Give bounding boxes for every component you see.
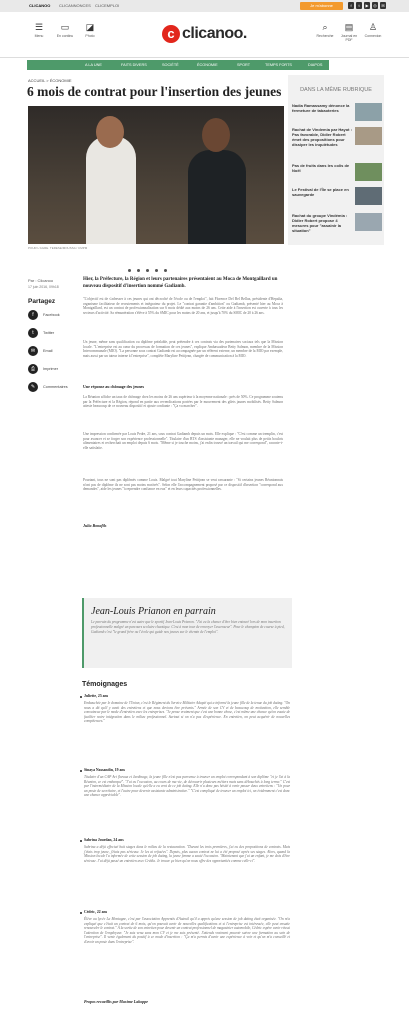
testimonial-text: Élève au lycée La Montagne, c'est par l'association Apprentis d'Auteuil qu'il a appris qu'une session de job dating était organisée. "On m'a expliqué que c'était un contrat de 6 mois, qu'on pouvait avoir de nouvelles qualifications et si l'entreprise est intéressée, elle peut ensuite renouveler le contrat." À la sortie de son entretien pour devenir un contrat professionnel de magasinier automobile, Cédric espère avoir réussi l'attention de l'employeur. "Je suis venu sans mon CV et je me suis présenté. J'attends vraiment pouvoir suivre une formation au sein de l'entreprise". Il vente également du positif à ce mode d'insertion : "Ça m'a permis d'avoir une expérience à voir et qu'on m'a conseillé et d'avoir un poste dans l'entreprise". (84, 917, 290, 944)
top-bar (0, 0, 409, 12)
sidebar-item-title: Rachat du groupe Vindémia : Didier Robert propose 4 mesures pour "assainir la situation" (292, 213, 348, 233)
sidebar-item[interactable] (292, 187, 382, 211)
sidebar-heading: DANS LA MÊME RUBRIQUE (300, 87, 372, 93)
sidebar-item-title: Nadia Ramassamy dénonce la fermeture de tabaoteries (292, 103, 350, 113)
share-heading: Partagez (28, 298, 56, 305)
testimonial-name: Sinaya Nassandin, 19 ans (84, 768, 125, 772)
share-twitter-button[interactable] (28, 328, 78, 338)
article-paragraph: Pourtant, tous ne sont pas diplômés comme Louis. Malgré tout Maryline Petitjean se veut rassurante : "Si certains jeunes Réunionnais n'ont pas de diplôme ils ne sont pas moins motivés". Selon elle l'accompagnement proposé par ce dispositif d'insertion "correspond aux demandes", aide les jeunes "à reprendre confiance en eux" et en leurs capacités professionnelles. (83, 478, 283, 492)
nav-item-diapos[interactable]: DIAPOS (308, 63, 323, 67)
photo-person-right-head (202, 118, 230, 152)
bullet-icon (80, 912, 82, 914)
article-lead: Hier, la Préfecture, la Région et leurs partenaires présentaient au Moca de Montgaillard un nouveau dispositif d'insertion nommé Gadiamb. (83, 277, 278, 289)
sidebar-item[interactable] (292, 127, 382, 151)
logo-mark: c (162, 25, 180, 43)
print-button[interactable] (28, 364, 78, 374)
nav-item-temps-forts[interactable]: TEMPS FORTS (265, 63, 292, 67)
nav-item-faits-divers[interactable]: FAITS DIVERS (121, 63, 147, 67)
photo-person-left-head (96, 116, 124, 148)
facebook-icon: f (28, 310, 38, 320)
login-button[interactable] (362, 22, 384, 38)
menu-icon: ☰ (34, 22, 44, 32)
article-paragraph: Un jeune, même sans qualification ou diplôme préalable, peut prétendre à ces contrats via des partenaires sociaux tels que la Mission locale. "L'entreprise est au cœur du processus de formation de ces jeunes", explique Ambassadeur Betty Salmon, membre de la Mission Intercommunale (MIO). "La personne sous contrat Gadiamb est accompagnée par un référent externe, un membre de la MIO par exemple, mais aussi par un tuteur interne à l'entreprise", complète Maryline Petitjean, chargée de communication à la MIO. (83, 340, 283, 358)
photo-icon: ◪ (85, 22, 95, 32)
main-nav (27, 60, 329, 70)
article-paragraph: "L'objectif est de s'adresser à ces jeunes qui ont décroché de l'école ou de l'emploi", fait Florence Del Bel Belluz, présidente d'Hepalia, organisme facilitateur de recrutements et intégrateur du projet. Le "contrat garantie d'ambition" ou Gadiamb, présenté hier au Moca à Montgaillard, est un contrat de professionnalisation sur 6 mois dédié aux moins de 26 ans. Cette aide à l'insertion est ouverte à tous les secteurs d'activité. Sa rémunération s'élève à 55% du SMIC pour les moins de 20 ans, et jusqu'à 70% du SMIC de 20 à 26 ans. (83, 297, 283, 315)
article-signature: Julia Bonafils (83, 523, 107, 528)
mail-icon: ✉ (28, 346, 38, 356)
live-button[interactable] (54, 22, 76, 38)
testimonial-name: Cédric, 22 ans (84, 910, 108, 914)
testimonial-name: Sabrina Jourdan, 24 ans (84, 838, 124, 842)
twitter-icon[interactable]: t (356, 2, 362, 9)
pdf-journal-label: Journal en PDF (340, 34, 358, 42)
share-label: Imprimer (43, 367, 58, 371)
site-link-clicemploi[interactable]: CLICEMPLOI (95, 3, 120, 8)
photo-person-right (188, 150, 246, 244)
nav-item-une[interactable]: A LA UNE (85, 63, 102, 67)
newspaper-icon: ▤ (344, 22, 354, 32)
testimonials-heading: Témoignages (82, 681, 128, 688)
subscribe-button[interactable]: Je m'abonne (300, 2, 343, 10)
mail-icon[interactable]: ✉ (381, 3, 385, 8)
article-subheading: Une réponse au chômage des jeunes (83, 384, 144, 389)
site-link-clicanoo[interactable]: CLICANOO (29, 3, 51, 8)
share-label: Twitter (43, 331, 55, 335)
site-header (0, 12, 409, 58)
photo-credit: POUR L'AGRE. TERESE/MOUSSA / CMPM (28, 246, 88, 250)
bullet-icon (80, 840, 82, 842)
menu-button[interactable] (28, 22, 50, 38)
testimonial-name: Juliette, 25 ans (84, 694, 109, 698)
carousel-dots[interactable] (128, 259, 173, 277)
sidebar-thumbnail (355, 127, 382, 145)
share-label: Commentaires (43, 385, 68, 389)
search-label: Recherche (316, 34, 334, 38)
article-title: 6 mois de contrat pour l'insertion des jeunes (27, 84, 282, 99)
article-paragraph: La Réunion affiche un taux de chômage chez les moins de 26 ans supérieur à la moyenne nationale : près de 50%. Ce programme soutenu par la Préfecture et la Région, répond en partie aux revendications portées par le mouvement des gilets jaunes mobilisés. Betty Salmon atteste beaucoup de ce nouveau dispositif et ajoute confiante : "Ça va marcher". (83, 395, 283, 409)
sponsor-box-title: Jean-Louis Prianon en parrain (91, 606, 216, 617)
sidebar-thumbnail (355, 163, 382, 181)
comments-button[interactable] (28, 382, 78, 392)
sponsor-box-text: Le parrain du programme n'est autre que le sportif Jean-Louis Prianon. "J'ai eu la chance d'être bien entouré lors de mon insertion professionnelle malgré un parcours scolaire chaotique. C'est à mon tour de renvoyer l'ascenseur". Pour le champion de course à pied, Gadiamb c'est "le grand frère ou l'école qui guide nos jeunes sur le chemin de l'emploi". (91, 620, 285, 634)
live-label: En continu (56, 34, 74, 38)
facebook-icon[interactable]: f (348, 2, 354, 9)
carousel-dot[interactable] (128, 269, 131, 272)
article-author[interactable]: Par : Clicanoo (28, 278, 54, 283)
login-label: Connexion (364, 34, 382, 38)
menu-label: Menu (34, 34, 44, 38)
logo-wordmark: clicanoo. (182, 25, 247, 42)
carousel-dot[interactable] (155, 269, 158, 272)
user-icon: ♙ (368, 22, 378, 32)
clicanoo-logo[interactable] (162, 23, 248, 47)
sidebar-thumbnail (355, 213, 382, 231)
sidebar-item[interactable] (292, 163, 382, 187)
share-email-button[interactable] (28, 346, 78, 356)
carousel-dot[interactable] (137, 269, 140, 272)
sidebar-thumbnail (355, 103, 382, 121)
breadcrumb[interactable]: ACCUEIL > ÉCONOMIE (28, 78, 72, 83)
sidebar-item[interactable] (292, 103, 382, 127)
pdf-journal-button[interactable] (338, 22, 360, 42)
sidebar-item[interactable] (292, 213, 382, 237)
testimonial-text: Sabrina a déjà effectué huit stages dans le milieu de la restauration. "Durant les trois premières, j'ai eu des propositions de contrats. Mais j'étais trop jeune, j'étais pas sérieuse. Je les ai refusées". Depuis, plus aucun contrat ne lui a été proposé après ses stages. Alors, quand la Mission locale l'a informée de cette session de job dating, la jeune femme a sauté l'occasion. "Maintenant que j'ai un enfant, je me dois d'être sérieuse. J'ai déjà passé un entretien avec Crédia. Je trouve ça bien qu'on nous offre des opportunités comme celle-ci". (84, 845, 290, 863)
sidebar-item-title: Rachat de Vindemia par Hayot : Pas favorable, Didier Robert émet des propositions pour dissiper les inquiétudes (292, 127, 352, 147)
related-sidebar (288, 75, 384, 245)
photo-button[interactable] (79, 22, 101, 38)
share-label: Facebook (43, 313, 60, 317)
testimonial-text: Titulaire d'un CAP Art floraux et Jardinage, la jeune fille n'est pas parvenue à trouver un emploi correspondant à son diplôme "et je l'ai à la Réunion, ce est embarqué". "J'ai eu l'occasion, au cours de ma vie, de découvrir plusieurs métiers mais sans débouchés à long terme." C'est par l'intermédiaire de la Mission locale qu'elle a eu vent de ce job dating. Elle n'a donc pas hésité à venir passer deux entretiens : "Un pour un poste de secrétaire, et l'autre pour devenir assistante administrative." "C'est compliqué de trouver un emploi ici, on évidemment c'est donc une chance appréciable". (84, 775, 290, 798)
comment-icon: ✎ (28, 382, 38, 392)
bullet-icon (80, 696, 82, 698)
sidebar-item-title: Le Festival de l'Île se place en sauvegarde (292, 187, 349, 197)
share-facebook-button[interactable] (28, 310, 78, 320)
carousel-dot[interactable] (146, 269, 149, 272)
sidebar-item-title: Pas de fruits dans les colis de Noël (292, 163, 350, 173)
photo-person-left (86, 136, 136, 244)
nav-item-sport[interactable]: SPORT (237, 63, 251, 67)
carousel-dot[interactable] (164, 269, 167, 272)
search-button[interactable] (314, 22, 336, 38)
sidebar-thumbnail (355, 187, 382, 205)
youtube-icon[interactable]: ▶ (365, 3, 369, 8)
bullet-icon (80, 770, 82, 772)
print-icon: ⎙ (28, 364, 38, 374)
article-paragraph: Une impression confirmée par Louis Pedre, 21 ans, sous contrat Gadiamb depuis un mois. Elle explique : "C'est comme un tremplin, c'est pour avancer et se forger son expérience professionnelle". Titulaire d'un BTS d'assistante manager, elle ne voulait plus de petits boulots alimentaires et recherchait un emploi depuis 6 mois. "Même si je touche moins, j'ai enfin trouvé un travail qui me correspond", raconte-t-elle satisfaite. (83, 432, 283, 450)
testimonial-text: Embauchée par le domaine de l'Union, c'est le Régiment du Service Militaire Adapté qui a informé la jeune fille de la tenue du job dating. "On nous a dit qu'il y avait des entretiens et que nous devions être présents." Armée de son CV et de beaucoup de motivation, elle semble convaincue par le mode d'entretien avec les entreprises. "Je pense vraiment que c'est une bonne chose, c'est même une chance qu'on essaie de faciliter notre intégration dans le milieu professionnel. Surtout si on n'a pas d'expérience. En entretien, on peut acquérir de nouvelles compétences." (84, 701, 290, 724)
instagram-icon[interactable]: ◎ (373, 3, 377, 8)
nav-item-economie[interactable]: ÉCONOMIE (197, 63, 218, 67)
tv-icon: ▭ (60, 22, 70, 32)
sponsor-box (82, 598, 292, 668)
share-label: Email (43, 349, 53, 353)
photo-label: Photo (85, 34, 95, 38)
site-link-clicannonces[interactable]: CLICANNONCES (59, 3, 91, 8)
nav-item-societe[interactable]: SOCIÉTÉ (162, 63, 179, 67)
article-date: 17 juin 2016, 09h18 (28, 285, 59, 289)
search-icon: ⌕ (322, 22, 328, 32)
article-photo (28, 106, 284, 244)
twitter-icon: t (28, 328, 38, 338)
testimonials-signature: Propos recueillis par Maxime Lakoppe (84, 999, 148, 1004)
